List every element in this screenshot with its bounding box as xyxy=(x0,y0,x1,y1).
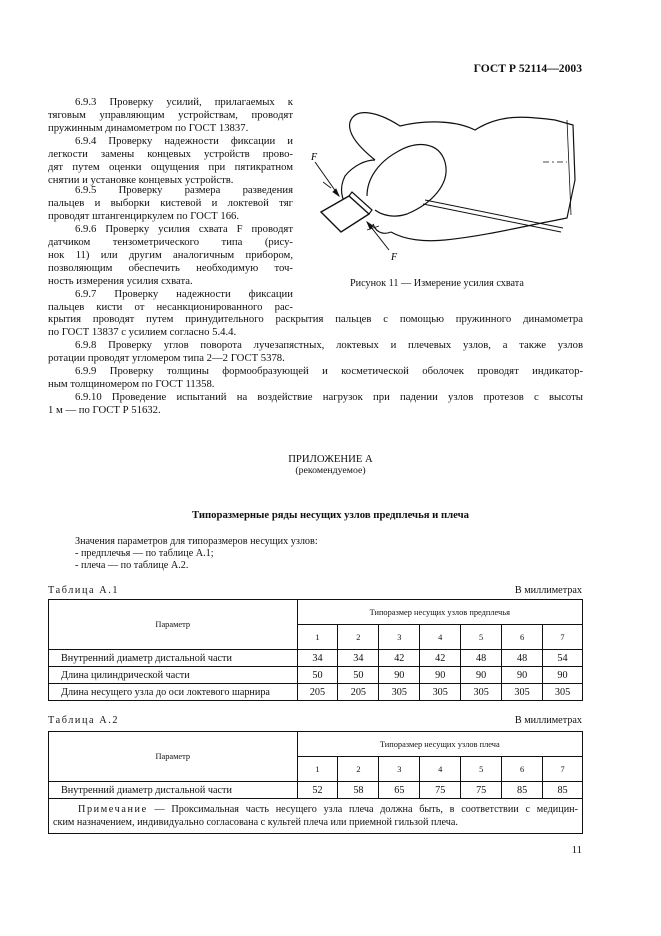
paragraph-line: 6.9.4 Проверку надежности фиксации и xyxy=(75,135,293,147)
table-size-header: 6 xyxy=(502,757,543,782)
table-a1 xyxy=(48,599,583,701)
table-cell: 90 xyxy=(543,667,583,684)
table-group-header: Типоразмер несущих узлов предплечья xyxy=(297,600,583,625)
table-row xyxy=(49,650,583,667)
paragraph-line: 6.9.3 Проверку усилий, прилагаемых к xyxy=(75,96,293,108)
table-cell: 34 xyxy=(338,650,379,667)
paragraph-line: позволяющим обеспечить необходимую точ- xyxy=(48,262,293,274)
hand-grip-figure xyxy=(305,100,585,270)
paragraph-line: дят путем оценки ощущения при пятикратном xyxy=(48,161,293,173)
table-note xyxy=(49,799,583,834)
table-units: В миллиметрах xyxy=(514,715,582,726)
table-cell: 205 xyxy=(338,684,379,701)
paragraph-line: пальцев кисти от несанкционированного рас- xyxy=(48,301,293,313)
table-title: Таблица А.2 xyxy=(48,715,120,726)
appendix-list-item: - предплечья — по таблице А.1; xyxy=(75,548,214,559)
figure-caption: Рисунок 11 — Измерение усилия схвата xyxy=(350,278,524,289)
paragraph-line: датчиком тензометрического типа (рису- xyxy=(48,236,293,248)
table-cell: 58 xyxy=(338,782,379,799)
paragraph-line: пружинным динамометром по ГОСТ 13837. xyxy=(48,122,249,134)
paragraph-line: ным толщиномером по ГОСТ 11358. xyxy=(48,378,215,390)
table-row xyxy=(49,667,583,684)
table-size-header: 2 xyxy=(338,757,379,782)
appendix-list-item: - плеча — по таблице А.2. xyxy=(75,560,189,571)
table-title: Таблица А.1 xyxy=(48,585,120,596)
table-cell: 65 xyxy=(379,782,420,799)
table-size-header: 1 xyxy=(297,625,338,650)
paragraph-line: 6.9.10 Проведение испытаний на воздействие нагрузок при падении узлов протезов с высоты xyxy=(75,391,583,403)
table-cell: 75 xyxy=(420,782,461,799)
table-row-label: Длина цилиндрической части xyxy=(49,667,298,684)
note-text: ским назначением, индивидуально согласована с культей плеча или приемной гильзой плеча. xyxy=(53,817,458,828)
paragraph-line: легкости замены концевых устройств прово- xyxy=(48,148,293,160)
paragraph-line: крытия проводят путем принудительного раскрытия пальцев с помощью пружинного динамометра xyxy=(48,313,583,325)
table-cell: 205 xyxy=(297,684,338,701)
table-group-header: Типоразмер несущих узлов плеча xyxy=(297,732,582,757)
appendix-intro: Значения параметров для типоразмеров несущих узлов: xyxy=(75,536,318,547)
table-size-header: 3 xyxy=(379,625,420,650)
paragraph-line: ность измерения усилия схвата. xyxy=(48,275,193,287)
table-size-header: 2 xyxy=(338,625,379,650)
table-cell: 90 xyxy=(502,667,543,684)
table-cell: 305 xyxy=(502,684,543,701)
table-cell: 48 xyxy=(502,650,543,667)
table-cell: 90 xyxy=(420,667,461,684)
paragraph-line: нок 11) или другим аналогичным прибором, xyxy=(48,249,293,261)
paragraph-line: 6.9.9 Проверку толщины формообразующей и косметической оболочек проводят индикатор- xyxy=(75,365,583,377)
paragraph-line: 1 м — по ГОСТ Р 51632. xyxy=(48,404,161,416)
document-id: ГОСТ Р 52114—2003 xyxy=(473,62,582,75)
table-cell: 54 xyxy=(543,650,583,667)
table-row-label: Длина несущего узла до оси локтевого шарнира xyxy=(49,684,298,701)
table-size-header: 4 xyxy=(420,625,461,650)
paragraph-line: проводят штангенциркулем по ГОСТ 166. xyxy=(48,210,240,222)
table-cell: 42 xyxy=(420,650,461,667)
table-cell: 85 xyxy=(502,782,543,799)
force-label-bottom: F xyxy=(391,252,398,263)
table-cell: 48 xyxy=(461,650,502,667)
table-size-header: 6 xyxy=(502,625,543,650)
table-size-header: 4 xyxy=(420,757,461,782)
paragraph-line: 6.9.6 Проверку усилия схвата F проводят xyxy=(75,223,293,235)
table-param-header: Параметр xyxy=(49,732,298,782)
table-cell: 85 xyxy=(543,782,583,799)
table-size-header: 7 xyxy=(543,757,583,782)
table-row xyxy=(49,782,583,799)
table-cell: 50 xyxy=(297,667,338,684)
table-cell: 90 xyxy=(461,667,502,684)
table-cell: 305 xyxy=(420,684,461,701)
table-size-header: 5 xyxy=(461,625,502,650)
table-cell: 75 xyxy=(461,782,502,799)
table-cell: 305 xyxy=(461,684,502,701)
force-label-top: F xyxy=(311,152,318,163)
paragraph-line: 6.9.7 Проверку надежности фиксации xyxy=(75,288,293,300)
paragraph-line: тяговым управляющим устройствам, проводят xyxy=(48,109,293,121)
table-row xyxy=(49,684,583,701)
note-label: Примечание xyxy=(78,804,148,815)
table-cell: 305 xyxy=(543,684,583,701)
page-number: 11 xyxy=(571,844,582,856)
table-cell: 305 xyxy=(379,684,420,701)
paragraph-line: 6.9.8 Проверку углов поворота лучезапястных, локтевых и плечевых узлов, а также узлов xyxy=(75,339,583,351)
table-cell: 34 xyxy=(297,650,338,667)
appendix-title: ПРИЛОЖЕНИЕ А xyxy=(288,453,373,465)
paragraph-line: снятии и установке концевых устройств. xyxy=(48,174,234,186)
table-size-header: 7 xyxy=(543,625,583,650)
appendix-subtitle: (рекомендуемое) xyxy=(295,465,366,476)
paragraph-line: ротации проводят угломером типа 2—2 ГОСТ 5378. xyxy=(48,352,285,364)
table-size-header: 3 xyxy=(379,757,420,782)
table-row-label: Внутренний диаметр дистальной части xyxy=(49,650,298,667)
table-cell: 50 xyxy=(338,667,379,684)
paragraph-line: 6.9.5 Проверку размера разведения xyxy=(75,184,293,196)
table-a2 xyxy=(48,731,583,834)
table-param-header: Параметр xyxy=(49,600,298,650)
table-units: В миллиметрах xyxy=(514,585,582,596)
paragraph-line: по ГОСТ 13837 с усилием согласно 5.4.4. xyxy=(48,326,237,338)
table-size-header: 5 xyxy=(461,757,502,782)
table-cell: 52 xyxy=(297,782,338,799)
table-size-header: 1 xyxy=(297,757,338,782)
table-row-label: Внутренний диаметр дистальной части xyxy=(49,782,298,799)
paragraph-line: пальцев и выборки кистевой и локтевой тяг xyxy=(48,197,293,209)
table-cell: 42 xyxy=(379,650,420,667)
note-text: — Проксимальная часть несущего узла плеча должна быть, в соответствии с медицин- xyxy=(154,804,578,815)
appendix-heading: Типоразмерные ряды несущих узлов предплечья и плеча xyxy=(191,509,470,521)
table-cell: 90 xyxy=(379,667,420,684)
